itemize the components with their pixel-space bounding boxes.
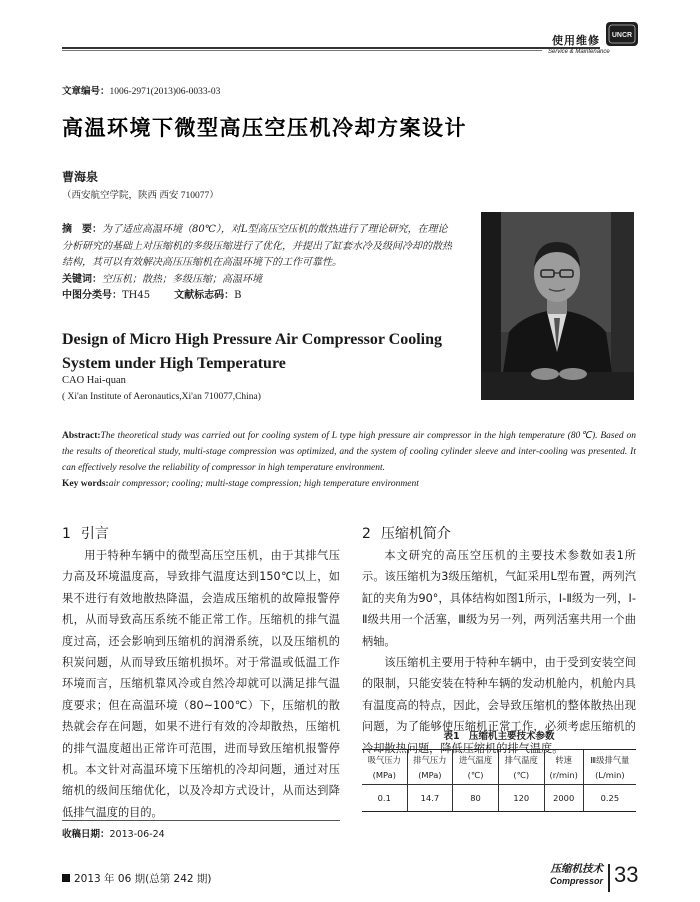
keywords-en xyxy=(62,476,636,492)
keywords-cn xyxy=(62,272,454,289)
journal-logo-icon xyxy=(604,16,640,52)
header-rule xyxy=(62,47,600,49)
table-unit-cell: (MPa) xyxy=(362,768,407,785)
table-header-cell: 转速 xyxy=(544,750,583,769)
abstract-en-body xyxy=(62,428,636,476)
column-name-cn: 使用维修 xyxy=(552,34,600,47)
section-1-paragraph: 用于特种车辆中的微型高压空压机，由于其排气压力高及环境温度高，导致排气温度达到150℃以上，如果不进行有效地散热降温，会造成压缩机的故障报警停机，从而导致高压系统不能正常工作。压缩机的排气温度过高，还会影响到压缩机的润滑系统，以及压缩机的积炭问题，从而导致压缩机损坏。对于常温或低温工作环境而言，压缩机靠风冷或自然冷却就可以满足排气温度要求；但在高温环境（80~100℃）下，压缩机的散热就会存在问题，如果不进行有效的冷却散热，压缩机的排气温度超出正常许可范围，进而导致压缩机报警停机。本文针对高温环境下压缩机的冷却问题，通过对压缩机的级间压缩优化，以及冷却方式设计，从而达到降低排气温度的目的。 xyxy=(62,549,340,819)
abstract-en-text: The theoretical study was carried out for cooling system of L type high pressure air compressor in the high temperature (80℃). Based on the results of theoretical study, multi-stage compression was optimized, and the system of cooling cylinder sleeve and inter-cooling was presented. It can effectively resolve the reliability of compressor in high temperature environment. xyxy=(62,431,636,473)
section-1-body xyxy=(62,545,340,823)
section-1-heading xyxy=(62,523,109,543)
clc-label: 中图分类号： xyxy=(62,290,122,301)
abstract-cn-body xyxy=(62,222,454,272)
article-number-label: 文章编号： xyxy=(62,86,110,97)
section-2-title: 压缩机简介 xyxy=(380,526,451,542)
clc-value: TH45 xyxy=(122,290,151,301)
author-en: CAO Hai-quan xyxy=(62,375,126,386)
page-number: 33 xyxy=(614,862,639,887)
table-cell: 2000 xyxy=(544,785,583,812)
keywords-en-text: air compressor; cooling; multi-stage compression; high temperature environment xyxy=(108,479,419,489)
footer-divider xyxy=(608,864,610,892)
table-header-cell: 吸气压力 xyxy=(362,750,407,769)
abstract-cn-label: 摘 要： xyxy=(62,224,102,235)
section-2-heading xyxy=(362,523,451,543)
received-label: 收稿日期： xyxy=(62,829,110,840)
table-header-cell: 进气温度 xyxy=(453,750,499,769)
table-cell: 0.25 xyxy=(583,785,636,812)
journal-brand xyxy=(527,863,603,889)
abstract-en xyxy=(62,428,636,492)
table-header-row xyxy=(362,750,636,769)
title-en: Design of Micro High Pressure Air Compressor Cooling System under High Temperature xyxy=(62,331,442,372)
title-cn: 高温环境下微型高压空压机冷却方案设计 xyxy=(62,116,467,140)
section-2-paragraph-1: 本文研究的高压空压机的主要技术参数如表1所示。该压缩机为3级压缩机，气缸采用L型布置，两列汽缸的夹角为90°，具体结构如图1所示，Ⅰ-Ⅱ级为一列，Ⅰ-Ⅱ级共用一个活塞，Ⅲ级为另一列，两列活塞共用一个曲柄轴。 xyxy=(362,549,636,648)
brand-en: Compressor xyxy=(549,876,603,886)
section-1-title: 引言 xyxy=(80,526,109,542)
section-2-body xyxy=(362,545,636,759)
brand-cn: 压缩机技术 xyxy=(550,863,603,875)
author-photo xyxy=(481,212,634,400)
column-name-en: Service & Maintenance xyxy=(548,49,610,55)
section-2-paragraph-2: 该压缩机主要用于特种车辆中，由于受到安装空间的限制，只能安装在特种车辆的发动机舱内，机舱内具有温度高的特点，因此，会导致压缩机的整体散热出现问题，为了能够使压缩机正常工作，必须考虑压缩机的冷却散热问题，降低压缩机的排气温度。 xyxy=(362,656,636,755)
affiliation-en: ( Xi'an Institute of Aeronautics,Xi'an 710077,China) xyxy=(62,392,261,402)
table-cell: 14.7 xyxy=(407,785,453,812)
table-unit-cell: (L/min) xyxy=(583,768,636,785)
table-unit-cell: (MPa) xyxy=(407,768,453,785)
article-number xyxy=(62,83,220,97)
table-cell: 0.1 xyxy=(362,785,407,812)
author-cn: 曹海泉 xyxy=(62,170,99,184)
keywords-cn-label: 关键词： xyxy=(62,273,102,285)
abstract-en-label: Abstract: xyxy=(62,431,101,441)
keywords-cn-text: 空压机；散热；多级压缩；高温环境 xyxy=(102,273,262,285)
doc-code-label: 文献标志码： xyxy=(174,290,235,301)
header-column xyxy=(548,32,610,55)
table-1 xyxy=(362,749,636,812)
author-photo-image xyxy=(481,212,634,400)
table-header-cell: Ⅲ级排气量 xyxy=(583,750,636,769)
doc-code-value: B xyxy=(234,290,242,301)
table-unit-cell: (℃) xyxy=(453,768,499,785)
table-header-cell: 排气温度 xyxy=(498,750,544,769)
abstract-cn-text: 为了适应高温环境（80℃），对L型高压空压机的散热进行了理论研究，在理论分析研究的基础上对压缩机的多级压缩进行了优化，并提出了缸套水冷及级间冷却的散热结构，其可以有效解决高压压缩机在高温环境下的工作可靠性。 xyxy=(62,224,452,268)
header-rule-thin xyxy=(62,50,542,51)
received-value: 2013-06-24 xyxy=(109,829,165,840)
classification-line xyxy=(62,288,454,305)
table-unit-cell: (℃) xyxy=(498,768,544,785)
section-1-number: 1 xyxy=(62,526,71,542)
table-cell: 80 xyxy=(453,785,499,812)
received-date xyxy=(62,826,165,840)
issue-info: 2013 年 06 期(总第 242 期) xyxy=(74,873,212,885)
footer-square-icon xyxy=(62,874,70,882)
abstract-cn xyxy=(62,222,454,305)
table-unit-cell: (r/min) xyxy=(544,768,583,785)
article-number-value: 1006-2971(2013)06-0033-03 xyxy=(109,87,221,97)
footnote-rule xyxy=(62,820,340,821)
section-2-number: 2 xyxy=(362,526,371,542)
table-cell: 120 xyxy=(498,785,544,812)
logo-text: UNCR xyxy=(611,32,633,39)
keywords-en-label: Key words: xyxy=(62,479,109,489)
table-1-caption: 表1 压缩机主要技术参数 xyxy=(443,731,555,742)
table-header-cell: 排气压力 xyxy=(407,750,453,769)
table-unit-row xyxy=(362,768,636,785)
table-row xyxy=(362,785,636,812)
affiliation-cn: （西安航空学院，陕西 西安 710077） xyxy=(62,191,219,201)
